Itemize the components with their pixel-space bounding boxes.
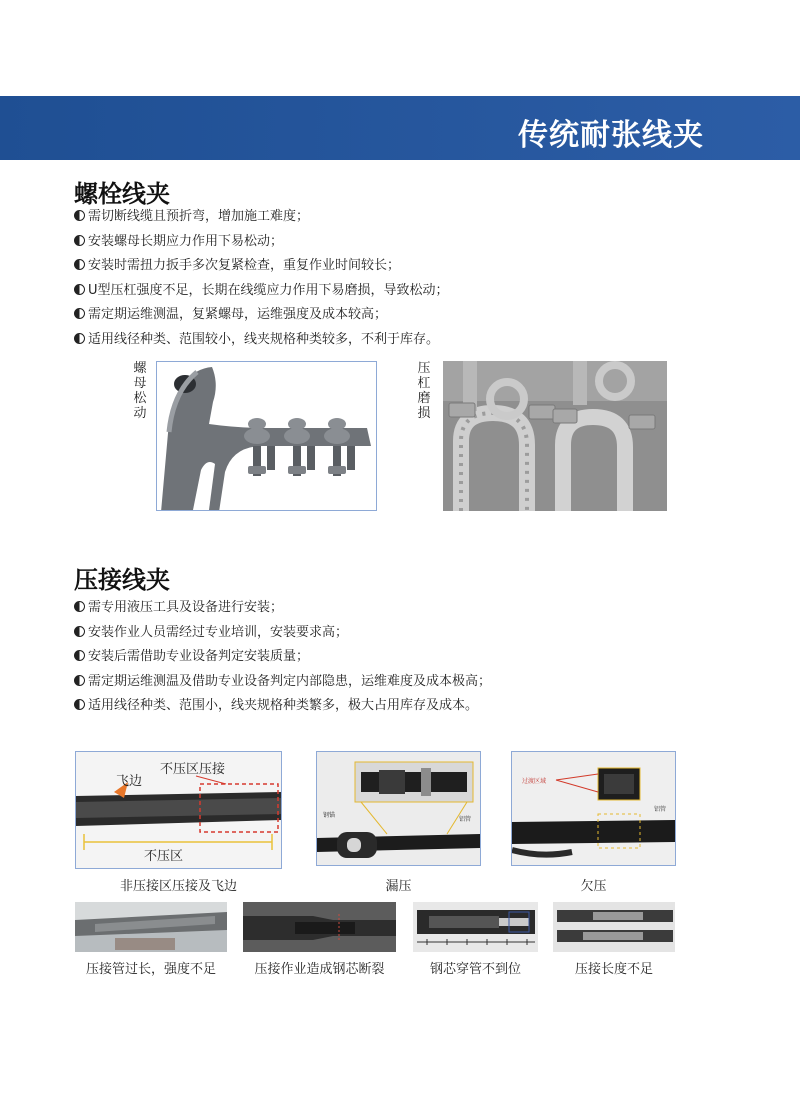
annotation-steel-anchor: 钢锚 (323, 812, 336, 819)
list-item: 需定期运维测温，复紧螺母，运维强度及成本较高； (74, 303, 754, 328)
annotation-noncrimp-crimp: 不压区压接 (160, 762, 226, 777)
bullet-icon (74, 626, 85, 637)
section-title-compression: 压接线夹 (74, 566, 170, 594)
annotation-alu-tube: 铝管 (459, 816, 472, 823)
xray-missed-crimp-photo (316, 751, 481, 866)
page-title: 传统耐张线夹 (518, 118, 704, 153)
list-item: 安装作业人员需经过专业培训，安装要求高； (74, 621, 754, 646)
ubolt-wear-photo (443, 361, 667, 511)
header-banner (0, 96, 800, 160)
photo-core-not-inserted (413, 902, 538, 952)
list-item: 需定期运维测温及借助专业设备判定内部隐患，运维难度及成本极高； (74, 670, 754, 695)
annotation-noncrimp-zone: 不压区 (144, 849, 184, 864)
caption-missed-crimp: 漏压 (385, 879, 412, 894)
annotation-flash: 飞边 (116, 774, 143, 789)
bolted-bullet-list (74, 205, 754, 352)
section-title-bolted: 螺栓线夹 (74, 180, 170, 208)
list-item: U型压杠强度不足，长期在线缆应力作用下易磨损，导致松动； (74, 279, 754, 304)
bullet-icon (74, 650, 85, 661)
photo-steel-core-break (243, 902, 396, 952)
list-item: 安装螺母长期应力作用下易松动； (74, 230, 754, 255)
caption-steel-core-break: 压接作业造成钢芯断裂 (254, 962, 385, 977)
compression-bullet-list (74, 596, 754, 719)
photo-crimp-length-short (553, 902, 675, 952)
caption-tube-too-long: 压接管过长，强度不足 (85, 962, 216, 977)
list-item: 适用线径种类、范围小，线夹规格种类繁多，极大占用库存及成本。 (74, 694, 754, 719)
figure-label-loose-nut: 螺母松动 (133, 361, 147, 421)
bullet-icon (74, 333, 85, 344)
bolted-clamp-photo (156, 361, 377, 511)
list-item: 适用线径种类、范围较小，线夹规格种类较多，不利于库存。 (74, 328, 754, 353)
list-item: 需专用液压工具及设备进行安装； (74, 596, 754, 621)
figure-label-worn-bar: 压杠磨损 (417, 361, 431, 421)
annotation-alu-tube: 铝管 (654, 806, 667, 813)
bullet-icon (74, 601, 85, 612)
bullet-icon (74, 308, 85, 319)
caption-core-not-inserted: 钢芯穿管不到位 (429, 962, 521, 977)
photo-tube-too-long (75, 902, 227, 952)
bullet-icon (74, 235, 85, 246)
list-item: 安装时需扭力扳手多次复紧检查，重复作业时间较长； (74, 254, 754, 279)
xray-under-crimp-photo (511, 751, 676, 866)
bullet-icon (74, 210, 85, 221)
caption-under-crimp: 欠压 (580, 879, 607, 894)
caption-crimp-length-short: 压接长度不足 (574, 962, 653, 977)
bullet-icon (74, 259, 85, 270)
annotation-transition-zone: 过渡区域 (522, 778, 547, 785)
caption-noncrimp: 非压接区压接及飞边 (119, 879, 237, 894)
list-item: 安装后需借助专业设备判定安装质量； (74, 645, 754, 670)
xray-noncrimp-photo (75, 751, 282, 869)
bullet-icon (74, 699, 85, 710)
bullet-icon (74, 284, 85, 295)
bullet-icon (74, 675, 85, 686)
list-item: 需切断线缆且预折弯，增加施工难度； (74, 205, 754, 230)
